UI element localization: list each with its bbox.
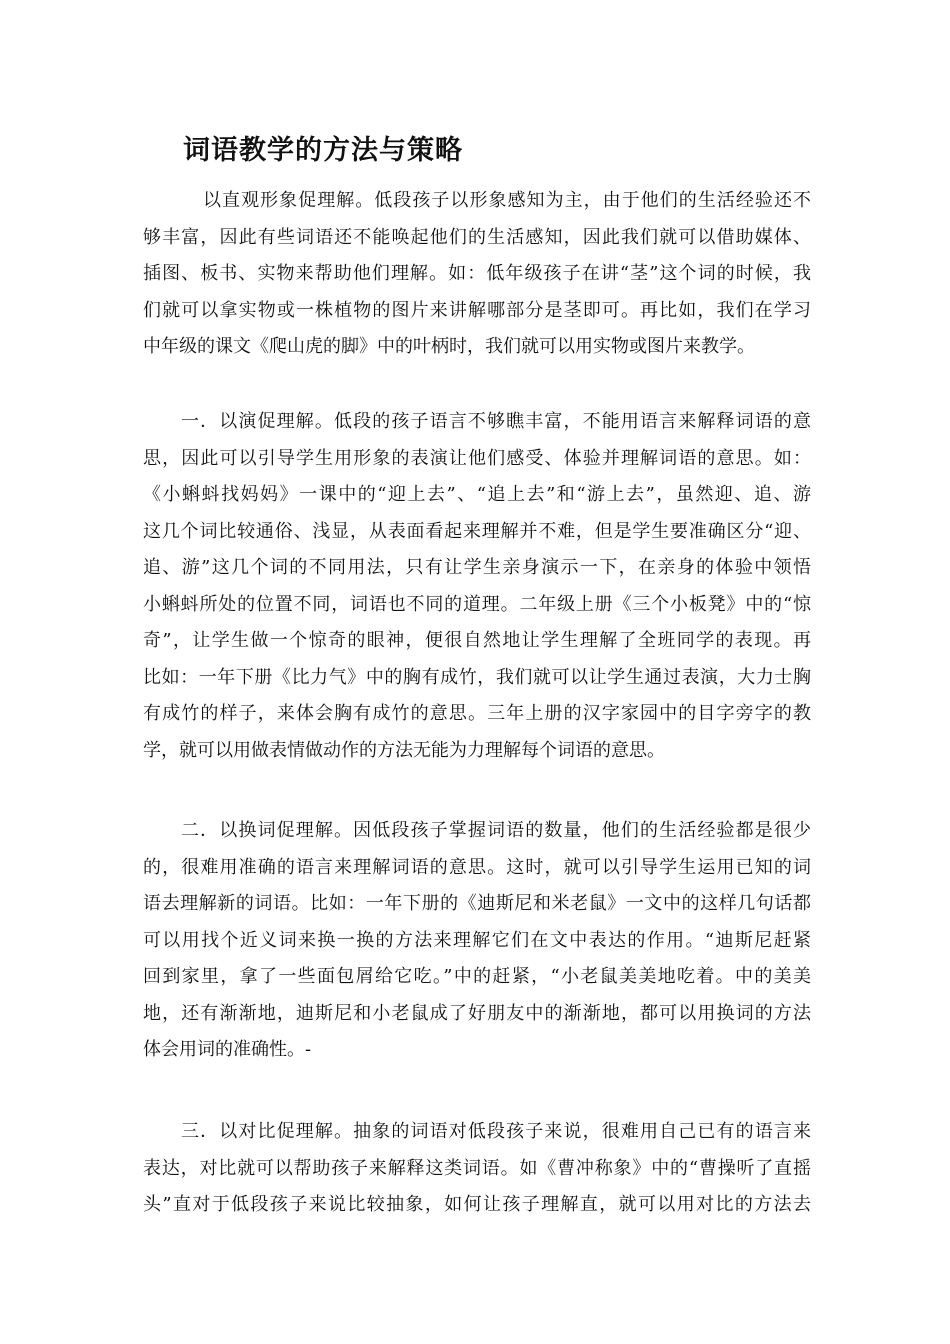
paragraph-line: 地，还有渐渐地，迪斯尼和小老鼠成了好朋友中的渐渐地，都可以用换词的方法 <box>143 1002 811 1024</box>
paragraph-line: 的，很难用准确的语言来理解词语的意思。这时，就可以引导学生运用已知的词 <box>143 856 811 878</box>
paragraph-line: 学，就可以用做表情做动作的方法无能为力理解每个词语的意思。 <box>143 739 665 761</box>
paragraph-line: 奇”，让学生做一个惊奇的眼神，便很自然地让学生理解了全班同学的表现。再 <box>143 630 811 651</box>
paragraph-line: 一．以演促理解。低段的孩子语言不够瞧丰富，不能用语言来解释词语的意 <box>181 411 811 432</box>
paragraph-line: 二．以换词促理解。因低段孩子掌握词语的数量，他们的生活经验都是很少 <box>181 820 811 841</box>
paragraph-line: 头”直对于低段孩子来说比较抽象，如何让孩子理解直，就可以用对比的方法去 <box>143 1194 811 1215</box>
paragraph-line: 有成竹的样子，来体会胸有成竹的意思。三年上册的汉字家园中的目字旁字的教 <box>143 703 811 724</box>
paragraph-section-three <box>143 1114 811 1224</box>
paragraph-line: 体会用词的准确性。- <box>143 1039 312 1060</box>
paragraph-line: 小蝌蚪所处的位置不同，词语也不同的道理。二年级上册《三个小板凳》中的“惊 <box>143 593 811 615</box>
paragraph-line: 三．以对比促理解。抽象的词语对低段孩子来说，很难用自己已有的语言来 <box>181 1121 811 1142</box>
paragraph-line: 《小蝌蚪找妈妈》一课中的“迎上去”、“追上去”和“游上去”，虽然迎、追、游 <box>143 484 811 505</box>
paragraph-line: 比如：一年下册《比力气》中的胸有成竹，我们就可以让学生通过表演，大力士胸 <box>143 666 811 688</box>
paragraph-line: 思，因此可以引导学生用形象的表演让他们感受、体验并理解词语的意思。如： <box>143 447 811 469</box>
paragraph-line: 们就可以拿实物或一株植物的图片来讲解哪部分是茎即可。再比如，我们在学习 <box>143 299 811 321</box>
paragraph-line: 追、游”这几个词的不同用法，只有让学生亲身演示一下，在亲身的体验中领悟 <box>143 557 811 578</box>
paragraph-line: 以直观形象促理解。低段孩子以形象感知为主，由于他们的生活经验还不 <box>203 190 811 211</box>
paragraph-line: 语去理解新的词语。比如：一年下册的《迪斯尼和米老鼠》一文中的这样几句话都 <box>143 893 811 914</box>
paragraph-section-two <box>143 813 811 1069</box>
paragraph-line: 这几个词比较通俗、浅显，从表面看起来理解并不难，但是学生要准确区分“迎、 <box>143 520 811 542</box>
paragraph-line: 够丰富，因此有些词语还不能唤起他们的生活感知，因此我们就可以借助媒体、 <box>143 226 811 248</box>
paragraph-line: 可以用找个近义词来换一换的方法来理解它们在文中表达的作用。“迪斯尼赶紧 <box>143 929 811 951</box>
paragraph-line: 插图、板书、实物来帮助他们理解。如：低年级孩子在讲“茎”这个词的时候，我 <box>143 263 811 284</box>
paragraph-section-one <box>143 404 811 769</box>
paragraph-line: 表达，对比就可以帮助孩子来解释这类词语。如《曹冲称象》中的“曹操听了直摇 <box>143 1157 811 1179</box>
paragraph-line: 回到家里，拿了一些面包屑给它吃。”中的赶紧，“小老鼠美美地吃着。中的美美 <box>143 966 811 987</box>
paragraph-intuitive-images <box>143 183 811 366</box>
paragraph-line: 中年级的课文《爬山虎的脚》中的叶柄时，我们就可以用实物或图片来教学。 <box>143 336 755 357</box>
document-title: 词语教学的方法与策略 <box>183 135 463 166</box>
